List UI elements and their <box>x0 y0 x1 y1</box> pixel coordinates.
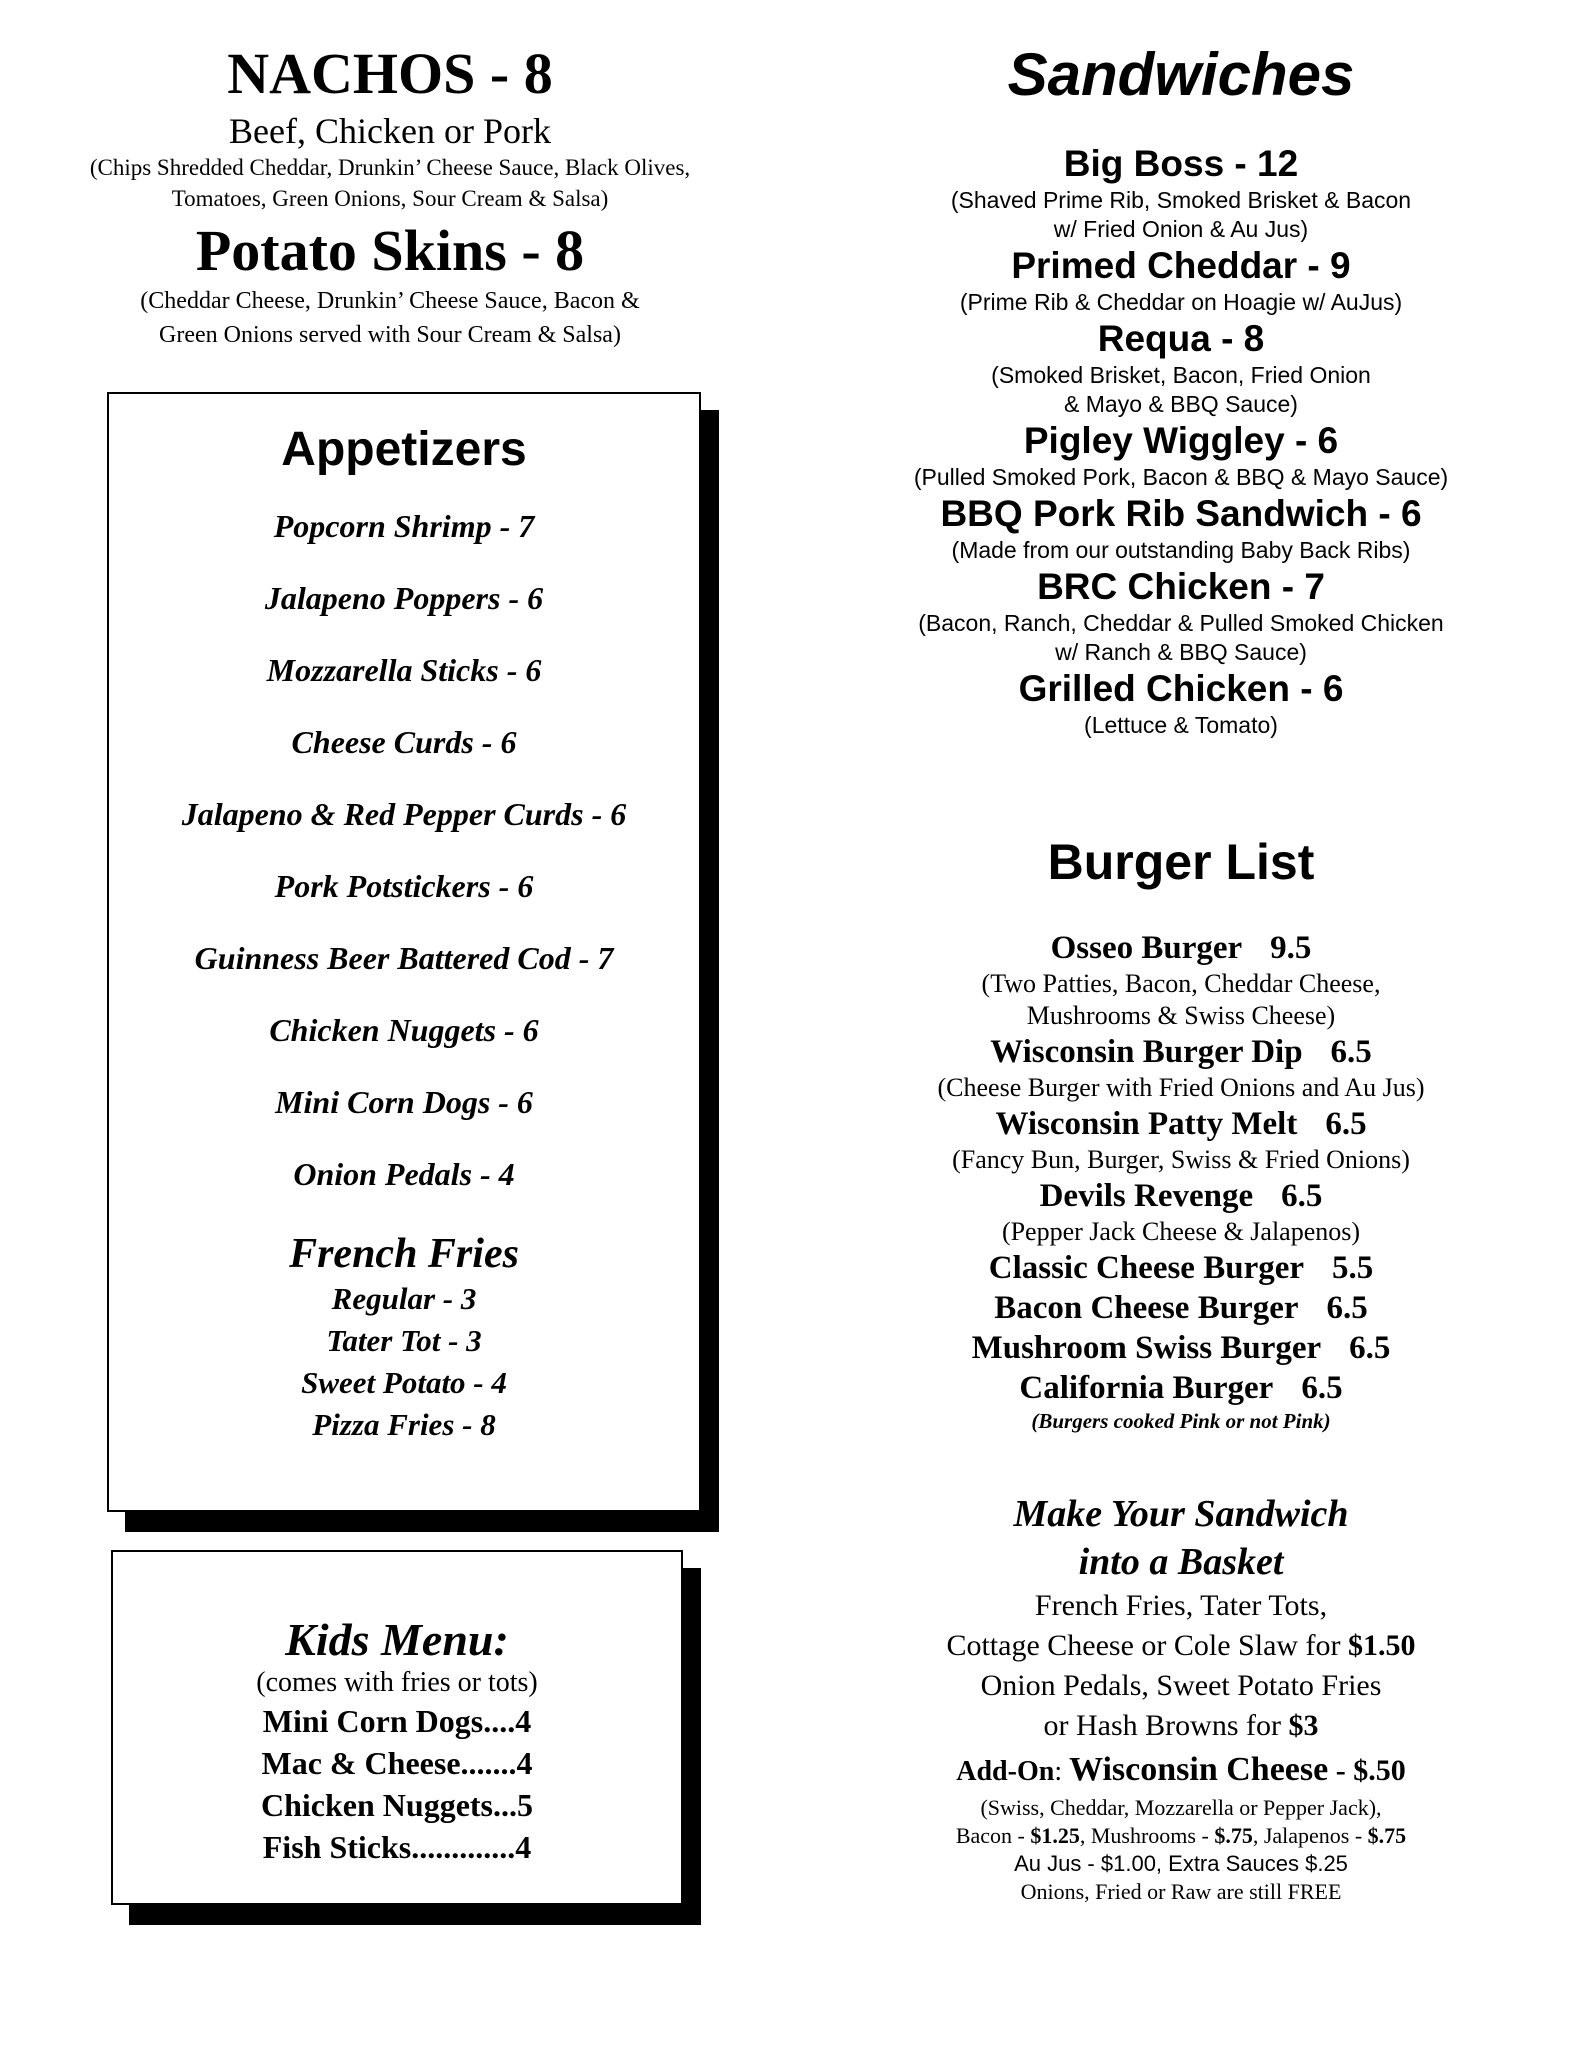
kids-menu-box <box>111 1550 701 1925</box>
addon-jalapenos: , Jalapenos - <box>1252 1823 1368 1848</box>
sandwich-name: Pigley Wiggley - 6 <box>1023 420 1339 461</box>
sandwich-desc: (Lettuce & Tomato) <box>1084 712 1278 738</box>
burger-name: California Burger <box>1019 1370 1274 1406</box>
sandwiches-section <box>870 38 1492 740</box>
list-item: Mini Corn Dogs - 6 <box>275 1084 533 1120</box>
burger-desc: (Two Patties, Bacon, Cheddar Cheese, <box>981 969 1381 998</box>
list-item: Regular - 3 <box>331 1281 477 1316</box>
appetizers-list <box>109 506 699 1446</box>
burger-name: Wisconsin Burger Dip <box>990 1034 1303 1070</box>
burger-price: 9.5 <box>1270 930 1312 966</box>
burger-price: 6.5 <box>1325 1106 1367 1142</box>
sandwich-desc: (Pulled Smoked Pork, Bacon & BBQ & Mayo Sauce) <box>913 464 1449 490</box>
basket-line-2-price: $1.50 <box>1348 1629 1416 1662</box>
burger-desc: (Fancy Bun, Burger, Swiss & Fried Onions) <box>952 1145 1410 1174</box>
sandwich-desc: (Prime Rib & Cheddar on Hoagie w/ AuJus) <box>959 289 1403 315</box>
list-item: Popcorn Shrimp - 7 <box>273 508 535 544</box>
sandwich-desc: (Made from our outstanding Baby Back Ribs) <box>951 537 1411 563</box>
list-item: Pork Potstickers - 6 <box>274 868 534 904</box>
burger-name: Mushroom Swiss Burger <box>971 1330 1322 1366</box>
addon-onions: Onions, Fried or Raw are still FREE <box>1020 1879 1342 1904</box>
burger-item <box>870 1368 1492 1408</box>
appetizers-box <box>107 392 719 1532</box>
burger-item <box>870 1248 1492 1288</box>
burger-section <box>870 832 1492 1434</box>
sandwich-desc: w/ Ranch & BBQ Sauce) <box>1055 639 1307 665</box>
addon-line <box>870 1748 1492 1794</box>
sandwich-desc: w/ Fried Onion & Au Jus) <box>1053 216 1309 242</box>
potato-skins-desc-1: (Cheddar Cheese, Drunkin’ Cheese Sauce, Bacon & <box>140 288 640 314</box>
addon-note: (Swiss, Cheddar, Mozzarella or Pepper Jack), <box>980 1795 1382 1820</box>
list-item: Tater Tot - 3 <box>326 1323 482 1358</box>
addon-extras <box>870 1822 1492 1850</box>
sandwich-desc: (Bacon, Ranch, Cheddar & Pulled Smoked Chicken <box>918 610 1444 636</box>
basket-section <box>870 1490 1492 1906</box>
sandwich-desc: (Smoked Brisket, Bacon, Fried Onion <box>991 362 1371 388</box>
nachos-skins-section <box>40 38 740 352</box>
basket-line-4-text: or Hash Browns for <box>1043 1709 1289 1742</box>
addon-mushrooms-price: $.75 <box>1214 1823 1253 1848</box>
nachos-desc-2: Tomatoes, Green Onions, Sour Cream & Salsa) <box>171 186 609 211</box>
list-item: Jalapeno & Red Pepper Curds - 6 <box>181 796 627 832</box>
addon-label: Add-On <box>956 1756 1055 1787</box>
list-item: Guinness Beer Battered Cod - 7 <box>194 940 614 976</box>
burger-price: 6.5 <box>1330 1034 1372 1070</box>
list-item: Chicken Nuggets...5 <box>260 1787 533 1823</box>
list-item: Mini Corn Dogs....4 <box>262 1703 532 1739</box>
burger-price: 6.5 <box>1281 1178 1323 1214</box>
list-item: Jalapeno Poppers - 6 <box>264 580 544 616</box>
nachos-desc-1: (Chips Shredded Cheddar, Drunkin’ Cheese Sauce, Black Olives, <box>89 155 691 180</box>
basket-line-2-text: Cottage Cheese or Cole Slaw for <box>946 1629 1349 1662</box>
burger-item <box>870 928 1492 968</box>
sandwich-name: BBQ Pork Rib Sandwich - 6 <box>940 493 1422 534</box>
sandwich-name: Grilled Chicken - 6 <box>1018 668 1344 709</box>
addon-bacon-price: $1.25 <box>1030 1823 1080 1848</box>
burger-item <box>870 1104 1492 1144</box>
list-item: Sweet Potato - 4 <box>301 1365 507 1400</box>
basket-line-1: French Fries, Tater Tots, <box>1034 1589 1328 1622</box>
burger-price: 5.5 <box>1332 1250 1374 1286</box>
addon-bacon: Bacon - <box>955 1823 1031 1848</box>
kids-menu-note: (comes with fries or tots) <box>256 1667 538 1698</box>
sandwiches-heading: Sandwiches <box>1007 41 1355 108</box>
kids-menu-content <box>113 1614 681 1868</box>
potato-skins-title: Potato Skins - 8 <box>195 218 585 283</box>
sandwich-name: Primed Cheddar - 9 <box>1011 245 1351 286</box>
basket-line-4 <box>870 1706 1492 1746</box>
kids-menu-title: Kids Menu: <box>285 1614 509 1665</box>
list-item: Cheese Curds - 6 <box>291 724 517 760</box>
addon-mushrooms: , Mushrooms - <box>1079 1823 1215 1848</box>
burger-name: Classic Cheese Burger <box>988 1250 1305 1286</box>
list-item: Mac & Cheese.......4 <box>261 1745 533 1781</box>
nachos-title: NACHOS - 8 <box>227 41 553 106</box>
basket-line-2 <box>870 1626 1492 1666</box>
addon-jalapenos-price: $.75 <box>1367 1823 1407 1848</box>
list-item: Pizza Fries - 8 <box>312 1407 496 1442</box>
addon-price: - $.50 <box>1328 1754 1406 1787</box>
sandwich-desc: (Shaved Prime Rib, Smoked Brisket & Bacon <box>950 187 1412 213</box>
burger-item <box>870 1176 1492 1216</box>
list-item: Mozzarella Sticks - 6 <box>266 652 542 688</box>
kids-box-panel <box>111 1550 683 1905</box>
burger-name: Wisconsin Patty Melt <box>995 1106 1298 1142</box>
burger-heading: Burger List <box>1047 834 1315 890</box>
appetizers-box-panel <box>107 392 701 1512</box>
addon-name: Wisconsin Cheese <box>1069 1751 1329 1788</box>
burger-desc: Mushrooms & Swiss Cheese) <box>1026 1001 1336 1030</box>
french-fries-title: French Fries <box>289 1231 519 1277</box>
burger-desc: (Pepper Jack Cheese & Jalapenos) <box>1001 1217 1361 1246</box>
sandwich-name: Big Boss - 12 <box>1063 143 1299 184</box>
burger-price: 6.5 <box>1301 1370 1343 1406</box>
addon-aujus: Au Jus - $1.00, Extra Sauces $.25 <box>1014 1851 1348 1876</box>
sandwich-desc: & Mayo & BBQ Sauce) <box>1064 391 1298 417</box>
sandwich-name: Requa - 8 <box>1097 318 1265 359</box>
basket-line-3: Onion Pedals, Sweet Potato Fries <box>980 1669 1382 1702</box>
burger-name: Devils Revenge <box>1039 1178 1254 1214</box>
burger-item <box>870 1328 1492 1368</box>
sandwich-name: BRC Chicken - 7 <box>1037 566 1325 607</box>
burger-note: (Burgers cooked Pink or not Pink) <box>1031 1409 1331 1433</box>
burger-item <box>870 1288 1492 1328</box>
burger-desc: (Cheese Burger with Fried Onions and Au Jus) <box>937 1073 1425 1102</box>
addon-colon: : <box>1054 1756 1070 1787</box>
nachos-subtitle: Beef, Chicken or Pork <box>229 111 551 151</box>
list-item: Onion Pedals - 4 <box>293 1156 515 1192</box>
basket-title-2: into a Basket <box>1078 1541 1284 1583</box>
appetizers-heading: Appetizers <box>281 423 527 476</box>
basket-title-1: Make Your Sandwich <box>1013 1493 1349 1535</box>
burger-name: Bacon Cheese Burger <box>994 1290 1299 1326</box>
burger-name: Osseo Burger <box>1050 930 1243 966</box>
potato-skins-desc-2: Green Onions served with Sour Cream & Salsa) <box>159 322 621 348</box>
list-item: Chicken Nuggets - 6 <box>269 1012 539 1048</box>
burger-price: 6.5 <box>1326 1290 1368 1326</box>
burger-price: 6.5 <box>1349 1330 1391 1366</box>
burger-item <box>870 1032 1492 1072</box>
basket-line-4-price: $3 <box>1288 1709 1319 1742</box>
list-item: Fish Sticks.............4 <box>262 1829 532 1865</box>
